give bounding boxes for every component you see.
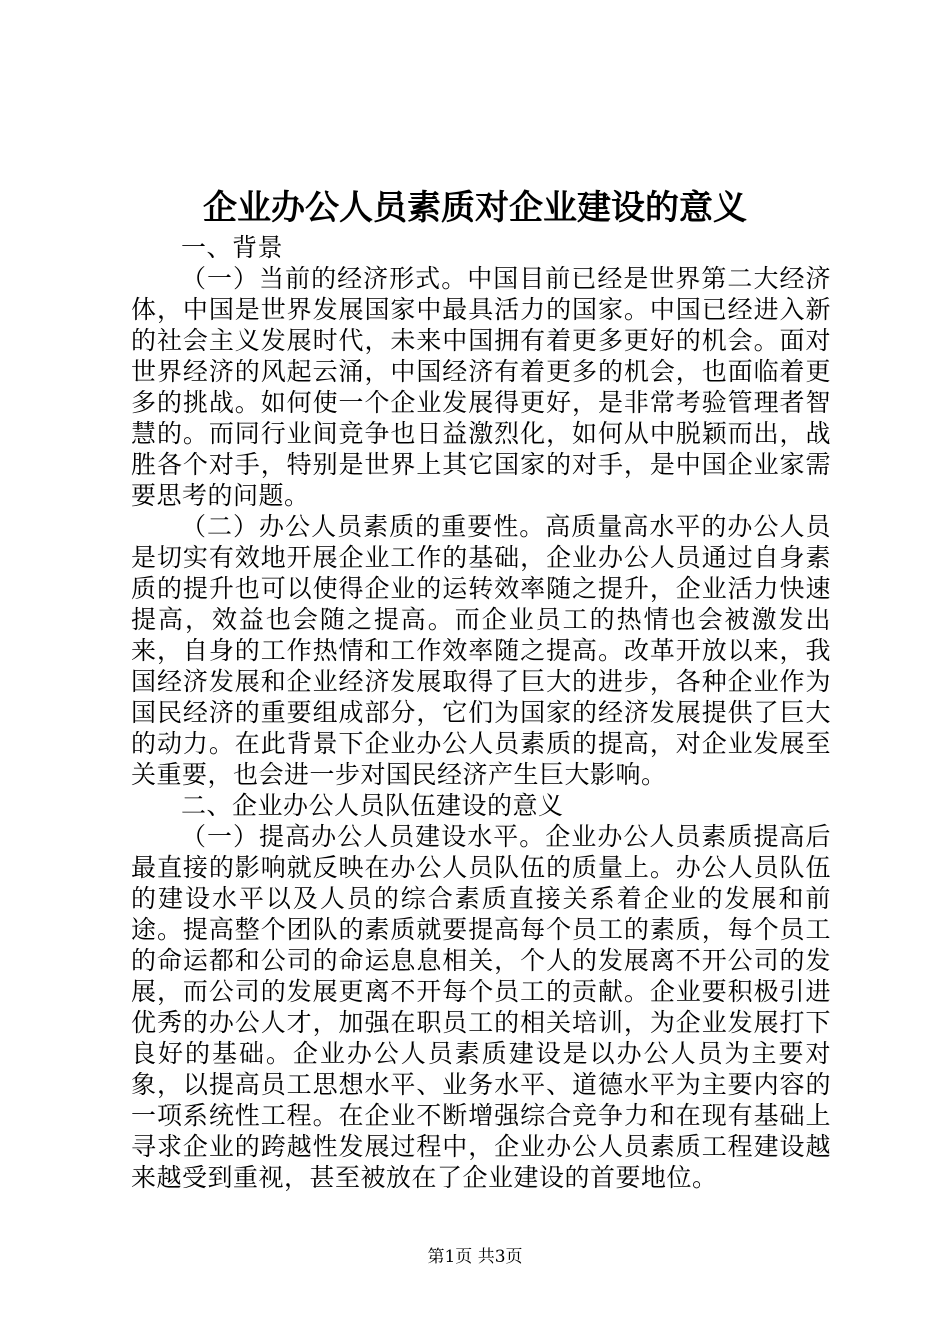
section-heading-background: 一、背景	[181, 233, 284, 262]
section-heading-team-building: 二、企业办公人员队伍建设的意义	[181, 791, 564, 820]
paragraph-economic-situation: （一）当前的经济形式。中国目前已经是世界第二大经济体，中国是世界发展国家中最具活力的国家。中国已经进入新的社会主义发展时代，未来中国拥有着更多更好的机会。面对世界经济的风起云涌，中国经济有着更多的机会，也面临着更多的挑战。如何使一个企业发展得更好，是非常考验管理者智慧的。而同行业间竞争也日益激烈化，如何从中脱颖而出，战胜各个对手，特别是世界上其它国家的对手，是中国企业家需要思考的问题。	[131, 264, 831, 510]
paragraph-staff-quality-importance: （二）办公人员素质的重要性。高质量高水平的办公人员是切实有效地开展企业工作的基础，企业办公人员通过自身素质的提升也可以使得企业的运转效率随之提升，企业活力快速提高，效益也会随之提高。而企业员工的热情也会被激发出来，自身的工作热情和工作效率随之提高。改革开放以来，我国经济发展和企业经济发展取得了巨大的进步，各种企业作为国民经济的重要组成部分，它们为国家的经济发展提供了巨大的动力。在此背景下企业办公人员素质的提高，对企业发展至关重要，也会进一步对国民经济产生巨大影响。	[131, 512, 831, 789]
document-body	[131, 232, 831, 1193]
page-number-footer: 第1页 共3页	[427, 1247, 523, 1267]
paragraph-raise-staff-level: （一）提高办公人员建设水平。企业办公人员素质提高后最直接的影响就反映在办公人员队伍的质量上。办公人员队伍的建设水平以及人员的综合素质直接关系着企业的发展和前途。提高整个团队的素质就要提高每个员工的素质，每个员工的命运都和公司的命运息息相关，个人的发展离不开公司的发展，而公司的发展更离不开每个员工的贡献。企业要积极引进优秀的办公人才，加强在职员工的相关培训，为企业发展打下良好的基础。企业办公人员素质建设是以办公人员为主要对象，以提高员工思想水平、业务水平、道德水平为主要内容的一项系统性工程。在企业不断增强综合竞争力和在现有基础上寻求企业的跨越性发展过程中，企业办公人员素质工程建设越来越受到重视，甚至被放在了企业建设的首要地位。	[131, 822, 831, 1192]
document-title: 企业办公人员素质对企业建设的意义	[203, 188, 747, 228]
